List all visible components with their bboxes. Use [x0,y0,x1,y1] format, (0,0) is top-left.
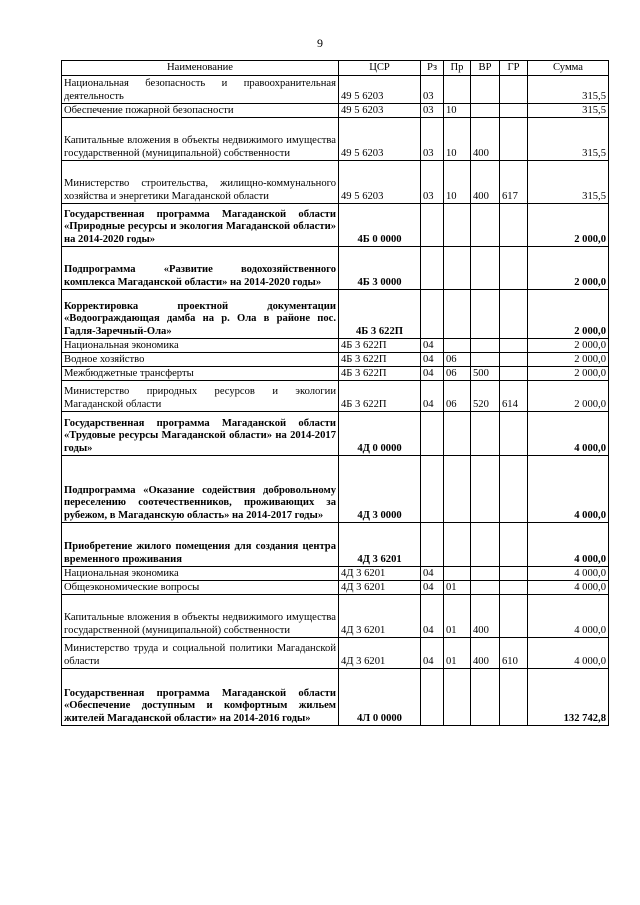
table-row [62,456,609,523]
row-pr-cell [444,204,471,247]
table-row [62,567,609,581]
row-vr-cell [471,669,500,726]
row-vr-cell [471,353,500,367]
row-sum-cell: 4 000,0 [528,412,609,456]
row-csr-cell: 4Л 0 0000 [339,669,421,726]
row-sum-cell: 315,5 [528,118,609,161]
page-number: 9 [317,36,323,50]
row-sum-cell: 315,5 [528,104,609,118]
row-rz-cell: 04 [421,381,444,412]
row-csr-cell: 4Д 3 6201 [339,581,421,595]
row-csr-cell: 4Д 3 0000 [339,456,421,523]
row-vr-cell: 400 [471,638,500,669]
row-name-cell: Капитальные вложения в объекты недвижимого имущества государственной (муниципальной) собственности [62,118,339,161]
row-csr-cell: 49 5 6203 [339,76,421,104]
row-pr-cell: 06 [444,381,471,412]
row-csr-cell: 4Б 3 622П [339,353,421,367]
row-vr-cell: 500 [471,367,500,381]
row-gr-cell [500,595,528,638]
row-gr-cell [500,353,528,367]
row-rz-cell [421,247,444,290]
row-gr-cell [500,118,528,161]
row-gr-cell [500,456,528,523]
row-sum-cell: 2 000,0 [528,339,609,353]
row-gr-cell [500,247,528,290]
header-name: Наименование [62,61,339,76]
row-name-cell: Министерство труда и социальной политики Магаданской области [62,638,339,669]
row-rz-cell [421,523,444,567]
row-csr-cell: 4Д 3 6201 [339,595,421,638]
row-vr-cell [471,76,500,104]
row-pr-cell [444,412,471,456]
row-name-cell: Общеэкономические вопросы [62,581,339,595]
row-rz-cell: 03 [421,161,444,204]
row-sum-cell: 132 742,8 [528,669,609,726]
row-pr-cell [444,339,471,353]
row-gr-cell [500,290,528,339]
row-rz-cell: 04 [421,353,444,367]
table-row [62,523,609,567]
header-sum: Сумма [528,61,609,76]
row-name-cell: Государственная программа Магаданской области «Трудовые ресурсы Магаданской области» на 2014-2017 годы» [62,412,339,456]
row-gr-cell [500,367,528,381]
row-gr-cell [500,669,528,726]
row-vr-cell: 400 [471,595,500,638]
row-pr-cell: 01 [444,581,471,595]
row-name-cell: Национальная экономика [62,339,339,353]
row-vr-cell [471,339,500,353]
table-row [62,581,609,595]
header-csr: ЦСР [339,61,421,76]
row-gr-cell [500,567,528,581]
row-pr-cell: 10 [444,118,471,161]
row-csr-cell: 4Б 3 622П [339,381,421,412]
row-name-cell: Обеспечение пожарной безопасности [62,104,339,118]
header-gr: ГР [500,61,528,76]
row-vr-cell: 520 [471,381,500,412]
table-row [62,638,609,669]
row-csr-cell: 4Б 3 622П [339,339,421,353]
row-sum-cell: 2 000,0 [528,247,609,290]
table-row [62,204,609,247]
table-row [62,381,609,412]
row-csr-cell: 4Б 3 622П [339,367,421,381]
row-vr-cell [471,290,500,339]
table-row [62,290,609,339]
row-rz-cell: 03 [421,118,444,161]
row-vr-cell [471,581,500,595]
row-vr-cell [471,104,500,118]
row-pr-cell: 06 [444,367,471,381]
row-rz-cell [421,204,444,247]
row-sum-cell: 2 000,0 [528,204,609,247]
row-rz-cell: 04 [421,638,444,669]
row-vr-cell [471,523,500,567]
row-name-cell: Министерство строительства, жилищно-коммунального хозяйства и энергетики Магаданской области [62,161,339,204]
row-rz-cell: 04 [421,595,444,638]
row-name-cell: Министерство природных ресурсов и экологии Магаданской области [62,381,339,412]
row-name-cell: Государственная программа Магаданской области «Природные ресурсы и экология Магаданской области» на 2014-2020 годы» [62,204,339,247]
row-csr-cell: 49 5 6203 [339,161,421,204]
row-gr-cell [500,412,528,456]
row-vr-cell [471,247,500,290]
row-rz-cell [421,412,444,456]
row-gr-cell [500,76,528,104]
row-vr-cell [471,412,500,456]
row-rz-cell: 04 [421,581,444,595]
row-rz-cell: 04 [421,339,444,353]
row-csr-cell: 4Д 3 6201 [339,523,421,567]
row-rz-cell: 03 [421,76,444,104]
header-rz: Рз [421,61,444,76]
row-rz-cell [421,456,444,523]
row-gr-cell: 610 [500,638,528,669]
table-row [62,76,609,104]
row-rz-cell [421,669,444,726]
table-row [62,104,609,118]
row-csr-cell: 49 5 6203 [339,104,421,118]
row-gr-cell [500,104,528,118]
row-sum-cell: 4 000,0 [528,638,609,669]
row-name-cell: Подпрограмма «Развитие водохозяйственного комплекса Магаданской области» на 2014-2020 годы» [62,247,339,290]
row-csr-cell: 49 5 6203 [339,118,421,161]
row-pr-cell: 01 [444,638,471,669]
table-row [62,161,609,204]
row-sum-cell: 4 000,0 [528,523,609,567]
table-row [62,353,609,367]
row-gr-cell [500,523,528,567]
table-row [62,118,609,161]
row-pr-cell: 01 [444,595,471,638]
row-gr-cell: 614 [500,381,528,412]
row-rz-cell [421,290,444,339]
row-rz-cell: 03 [421,104,444,118]
row-vr-cell [471,567,500,581]
table-row [62,595,609,638]
row-name-cell: Межбюджетные трансферты [62,367,339,381]
row-name-cell: Приобретение жилого помещения для создания центра временного проживания [62,523,339,567]
table-header-row [62,61,609,76]
row-gr-cell [500,204,528,247]
row-name-cell: Корректировка проектной документации «Водоограждающая дамба на р. Ола в районе пос. Гадля-Заречный-Ола» [62,290,339,339]
row-pr-cell [444,669,471,726]
row-gr-cell [500,339,528,353]
row-name-cell: Подпрограмма «Оказание содействия добровольному переселению соотечественников, проживающих за рубежом, в Магаданскую область» на 2014-2017 годы» [62,456,339,523]
row-csr-cell: 4Д 3 6201 [339,567,421,581]
row-vr-cell: 400 [471,118,500,161]
row-csr-cell: 4Б 0 0000 [339,204,421,247]
row-rz-cell: 04 [421,567,444,581]
row-name-cell: Национальная безопасность и правоохранительная деятельность [62,76,339,104]
row-csr-cell: 4Д 0 0000 [339,412,421,456]
header-pr: Пр [444,61,471,76]
budget-table [61,60,609,726]
table-row [62,412,609,456]
row-vr-cell [471,204,500,247]
row-sum-cell: 4 000,0 [528,456,609,523]
row-name-cell: Водное хозяйство [62,353,339,367]
row-csr-cell: 4Д 3 6201 [339,638,421,669]
row-pr-cell: 06 [444,353,471,367]
row-sum-cell: 4 000,0 [528,595,609,638]
row-pr-cell: 10 [444,104,471,118]
table-row [62,339,609,353]
row-sum-cell: 2 000,0 [528,381,609,412]
row-sum-cell: 315,5 [528,76,609,104]
row-pr-cell [444,247,471,290]
row-sum-cell: 2 000,0 [528,290,609,339]
row-sum-cell: 4 000,0 [528,581,609,595]
row-rz-cell: 04 [421,367,444,381]
table-row [62,669,609,726]
row-pr-cell [444,456,471,523]
row-pr-cell: 10 [444,161,471,204]
row-pr-cell [444,290,471,339]
row-gr-cell: 617 [500,161,528,204]
row-sum-cell: 2 000,0 [528,367,609,381]
table-row [62,247,609,290]
row-gr-cell [500,581,528,595]
row-csr-cell: 4Б 3 0000 [339,247,421,290]
row-pr-cell [444,567,471,581]
row-vr-cell [471,456,500,523]
table-row [62,367,609,381]
row-pr-cell [444,523,471,567]
row-name-cell: Национальная экономика [62,567,339,581]
row-name-cell: Государственная программа Магаданской области «Обеспечение доступным и комфортным жильем жителей Магаданской области» на 2014-2016 годы» [62,669,339,726]
row-sum-cell: 2 000,0 [528,353,609,367]
row-sum-cell: 315,5 [528,161,609,204]
row-pr-cell [444,76,471,104]
row-csr-cell: 4Б 3 622П [339,290,421,339]
row-sum-cell: 4 000,0 [528,567,609,581]
row-vr-cell: 400 [471,161,500,204]
row-name-cell: Капитальные вложения в объекты недвижимого имущества государственной (муниципальной) собственности [62,595,339,638]
header-vr: ВР [471,61,500,76]
